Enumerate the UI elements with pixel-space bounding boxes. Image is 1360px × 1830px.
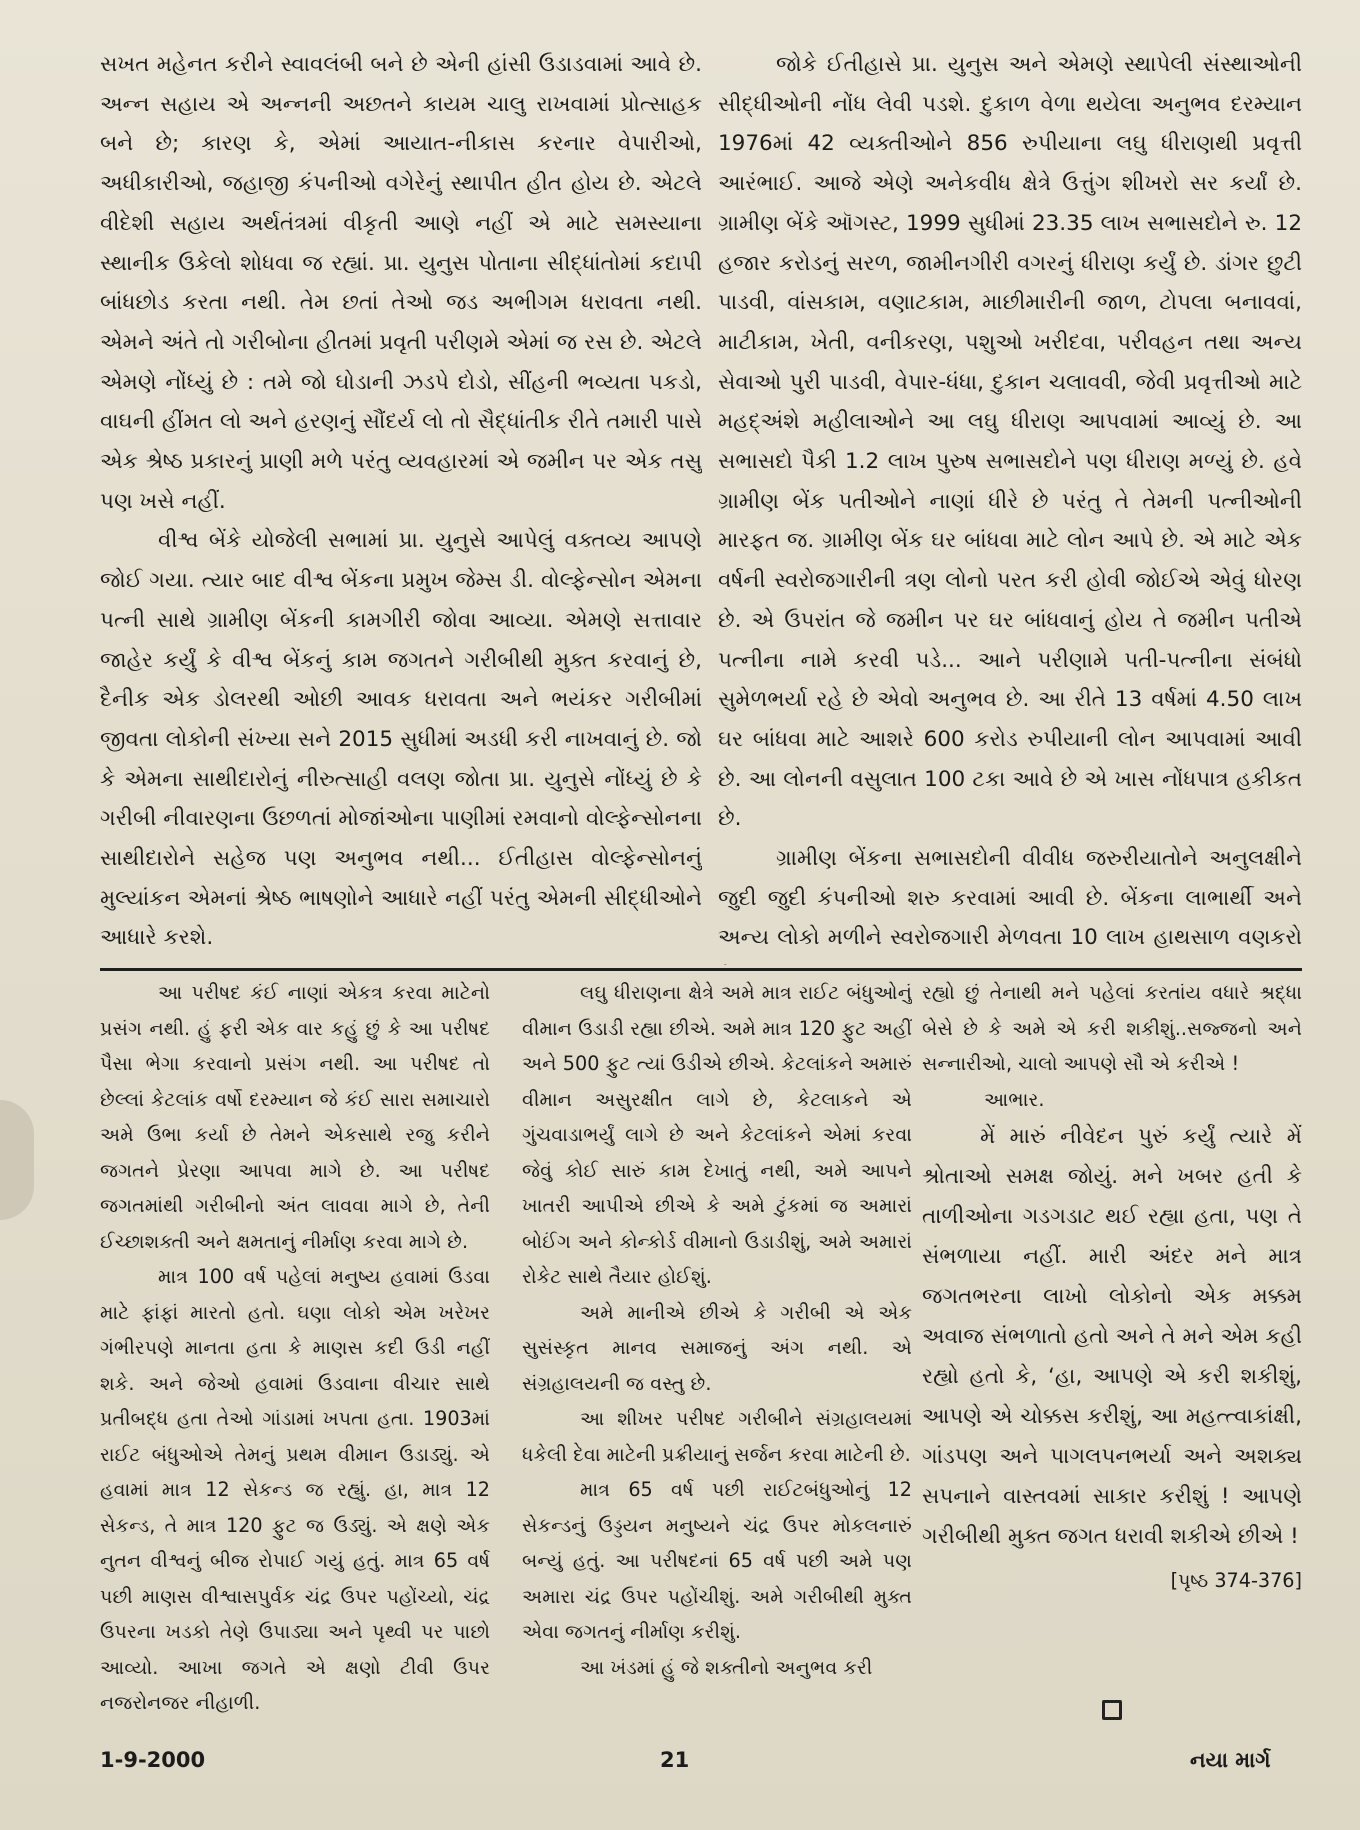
bottom-column-1 bbox=[100, 975, 490, 1820]
end-mark-icon bbox=[1102, 1700, 1122, 1720]
top-left-column bbox=[100, 45, 702, 965]
paragraph: સખત મહેનત કરીને સ્વાવલંબી બને છે એની હાંસી ઉડાડવામાં આવે છે. અન્ન સહાય એ અન્નની અછતને કાયમ ચાલુ રાખવામાં પ્રોત્સાહક બને છે; કારણ કે, એમાં આયાત-નીકાસ કરનાર વેપારીઓ, અધીકારીઓ, જહાજી કંપનીઓ વગેરેનું સ્થાપીત હીત હોય છે. એટલે વીદેશી સહાય અર્થતંત્રમાં વીકૃતી આણે નહીં એ માટે સમસ્યાના સ્થાનીક ઉકેલો શોધવા જ રહ્યાં. પ્રા. યુનુસ પોતાના સીદ્ધાંતોમાં કદાપી બાંધછોડ કરતા નથી. તેમ છતાં તેઓ જડ અભીગમ ધરાવતા નથી. એમને અંતે તો ગરીબોના હીતમાં પ્રવૃતી પરીણમે એમાં જ રસ છે. એટલે એમણે નોંધ્યું છે : તમે જો ઘોડાની ઝડપે દોડો, સીંહની ભવ્યતા પકડો, વાઘની હીંમત લો અને હરણનું સૌંદર્ય લો તો સૈદ્ધાંતીક રીતે તમારી પાસે એક શ્રેષ્ઠ પ્રકારનું પ્રાણી મળે પરંતુ વ્યવહારમાં એ જમીન પર એક તસુ પણ ખસે નહીં. bbox=[100, 52, 702, 514]
page-number: 21 bbox=[660, 1748, 690, 1772]
paragraph: વીશ્વ બેંકે યોજેલી સભામાં પ્રા. યુનુસે આપેલું વક્તવ્ય આપણે જોઈ ગયા. ત્યાર બાદ વીશ્વ બેંકના પ્રમુખ જેમ્સ ડી. વોલ્ફેન્સોન એમના પત્ની સાથે ગ્રામીણ બેંકની કામગીરી જોવા આવ્યા. એમણે સત્તાવાર જાહેર કર્યું કે વીશ્વ બેંકનું કામ જગતને ગરીબીથી મુક્ત કરવાનું છે, દૈનીક એક ડોલરથી ઓછી આવક ધરાવતા અને ભયંકર ગરીબીમાં જીવતા લોકોની સંખ્યા સને 2015 સુધીમાં અડધી કરી નાખવાનું છે. જો કે એમના સાથીદારોનું નીરુત્સાહી વલણ જોતા પ્રા. યુનુસે નોંધ્યું છે કે ગરીબી નીવારણના ઉછળતાં મોજાંઓના પાણીમાં રમવાનો વોલ્ફેન્સોનના સાથીદારોને સહેજ પણ અનુભવ નથી... ઈતીહાસ વોલ્ફેન્સોનનું મુલ્યાંકન એમનાં શ્રેષ્ઠ ભાષણોને આધારે નહીં પરંતુ એમની સીદ્ધીઓને આધારે કરશે. bbox=[100, 528, 702, 951]
section-divider bbox=[100, 968, 1302, 971]
paragraph: આ શીખર પરીષદ ગરીબીને સંગ્રહાલયમાં ધકેલી દેવા માટેની પ્રક્રીયાનું સર્જન કરવા માટેની છે. bbox=[522, 1407, 912, 1466]
paragraph: આ ખંડમાં હું જે શક્તીનો અનુભવ કરી bbox=[580, 1655, 873, 1679]
magazine-name: નયા માર્ગ bbox=[1190, 1748, 1271, 1772]
paragraph: આ પરીષદ કંઈ નાણાં એકત્ર કરવા માટેનો પ્રસંગ નથી. હું ફરી એક વાર કહું છું કે આ પરીષદ પૈસા ભેગા કરવાનો પ્રસંગ નથી. આ પરીષદ તો છેલ્લાં કેટલાંક વર્ષો દરમ્યાન જે કંઈ સારા સમાચારો અમે ઉભા કર્યા છે તેમને એકસાથે રજુ કરીને જગતને પ્રેરણા આપવા માગે છે. આ પરીષદ જગતમાંથી ગરીબીનો અંત લાવવા માગે છે, તેની ઈચ્છાશક્તી અને ક્ષમતાનું નીર્માણ કરવા માગે છે. bbox=[100, 981, 490, 1253]
footer-date: 1-9-2000 bbox=[100, 1748, 206, 1772]
acknowledgement-label: આભાર. bbox=[984, 1087, 1045, 1111]
paragraph: રહ્યો છું તેનાથી મને પહેલાં કરતાંય વધારે શ્રદ્ધા બેસે છે કે અમે એ કરી શકીશું..સજ્જનો અને સન્નારીઓ, ચાલો આપણે સૌ એ કરીએ ! bbox=[922, 981, 1302, 1075]
paragraph: માત્ર 65 વર્ષ પછી રાઈટબંધુઓનું 12 સેકન્ડનું ઉડ્ડયન મનુષ્યને ચંદ્ર ઉપર મોકલનારું બન્યું હતું. આ પરીષદનાં 65 વર્ષ પછી અમે પણ અમારા ચંદ્ર ઉપર પહોંચીશું. અમે ગરીબીથી મુક્ત એવા જગતનું નીર્માણ કરીશું. bbox=[522, 1478, 912, 1643]
bottom-column-3 bbox=[922, 975, 1302, 1820]
paragraph: ગ્રામીણ બેંકના સભાસદોની વીવીધ જરુરીયાતોને અનુલક્ષીને જુદી જુદી કંપનીઓ શરુ કરવામાં આવી છે. બેંકના લાભાર્થી અને અન્ય લોકો મળીને સ્વરોજગારી મેળવતા 10 લાખ હાથસાળ વણકરો bbox=[718, 846, 1302, 951]
bottom-column-2 bbox=[522, 975, 912, 1820]
paragraph: લઘુ ધીરાણના ક્ષેત્રે અમે માત્ર રાઈટ બંધુઓનું વીમાન ઉડાડી રહ્યા છીએ. અમે માત્ર 120 ફુટ અહીં અને 500 ફુટ ત્યાં ઉડીએ છીએ. કેટલાંકને અમારું વીમાન અસુરક્ષીત લાગે છે, કેટલાકને એ ગુંચવાડાભર્યું લાગે છે અને કેટલાંકને એમાં કરવા જેવું કોઈ સારું કામ દેખાતું નથી, અમે આપને ખાતરી આપીએ છીએ કે અમે ટુંકમાં જ અમારાં બોઈંગ અને કોન્કોર્ડ વીમાનો ઉડાડીશું, અમે અમારાં રોકેટ સાથે તૈયાર હોઈશું. bbox=[522, 981, 912, 1288]
top-right-column bbox=[718, 45, 1302, 965]
closing-paragraph: મેં મારું નીવેદન પુરું કર્યું ત્યારે મેં શ્રોતાઓ સમક્ષ જોયું. મને ખબર હતી કે તાળીઓના ગડગડાટ થઈ રહ્યા હતા, પણ તે સંભળાયા નહીં. મારી અંદર મને માત્ર જગતભરના લાખો લોકોનો એક મક્કમ અવાજ સંભળાતો હતો અને તે મને એમ કહી રહ્યો હતો કે, ‘હા, આપણે એ કરી શકીશું, આપણે એ ચોક્કસ કરીશું, આ મહત્ત્વાકાંક્ષી, ગાંડપણ અને પાગલપનભર્યા અને અશક્ય સપનાને વાસ્તવમાં સાકાર કરીશું ! આપણે ગરીબીથી મુક્ત જગત ધરાવી શકીએ છીએ ! bbox=[922, 1124, 1302, 1549]
paragraph: અમે માનીએ છીએ કે ગરીબી એ એક સુસંસ્કૃત માનવ સમાજનું અંગ નથી. એ સંગ્રહાલયની જ વસ્તુ છે. bbox=[522, 1300, 912, 1395]
paragraph: જોકે ઈતીહાસે પ્રા. યુનુસ અને એમણે સ્થાપેલી સંસ્થાઓની સીદ્ધીઓની નોંધ લેવી પડશે. દુકાળ વેળા થયેલા અનુભવ દરમ્યાન 1976માં 42 વ્યક્તીઓને 856 રુપીયાના લઘુ ધીરાણથી પ્રવૃત્તી આરંભાઈ. આજે એણે અનેકવીધ ક્ષેત્રે ઉત્તુંગ શીખરો સર કર્યાં છે. ગ્રામીણ બેંકે ઑગસ્ટ, 1999 સુધીમાં 23.35 લાખ સભાસદોને રુ. 12 હજાર કરોડનું સરળ, જામીનગીરી વગરનું ધીરાણ કર્યું છે. ડાંગર છુટી પાડવી, વાંસકામ, વણાટકામ, માછીમારીની જાળ, ટોપલા બનાવવાં, માટીકામ, ખેતી, વનીકરણ, પશુઓ ખરીદવા, પરીવહન તથા અન્ય સેવાઓ પુરી પાડવી, વેપાર-ધંધા, દુકાન ચલાવવી, જેવી પ્રવૃત્તીઓ માટે મહદ્અંશે મહીલાઓને આ લઘુ ધીરાણ આપવામાં આવ્યું છે. આ સભાસદો પૈકી 1.2 લાખ પુરુષ સભાસદોને પણ ધીરાણ મળ્યું છે. હવે ગ્રામીણ બેંક પતીઓને નાણાં ધીરે છે પરંતુ તે તેમની પત્નીઓની મારફત જ. ગ્રામીણ બેંક ઘર બાંધવા માટે લોન આપે છે. એ માટે એક વર્ષની સ્વરોજગારીની ત્રણ લોનો પરત કરી હોવી જોઈએ એવું ધોરણ છે. એ ઉપરાંત જે જમીન પર ઘર બાંધવાનું હોય તે જમીન પતીએ પત્નીના નામે કરવી પડે... આને પરીણામે પતી-પત્નીના સંબંધો સુમેળભર્યા રહે છે એવો અનુભવ છે. આ રીતે 13 વર્ષમાં 4.50 લાખ ઘર બાંધવા માટે આશરે 600 કરોડ રુપીયાની લોન આપવામાં આવી છે. આ લોનની વસુલાત 100 ટકા આવે છે એ ખાસ નોંધપાત્ર હકીકત છે. bbox=[718, 52, 1302, 832]
paragraph: માત્ર 100 વર્ષ પહેલાં મનુષ્ય હવામાં ઉડવા માટે ફાંફાં મારતો હતો. ઘણા લોકો એમ ખરેખર ગંભીરપણે માનતા હતા કે માણસ કદી ઉડી નહીં શકે. અને જેઓ હવામાં ઉડવાના વીચાર સાથે પ્રતીબદ્ધ હતા તેઓ ગાંડામાં ખપતા હતા. 1903માં રાઈટ બંધુઓએ તેમનું પ્રથમ વીમાન ઉડાડ્યું. એ હવામાં માત્ર 12 સેકન્ડ જ રહ્યું. હા, માત્ર 12 સેકન્ડ, તે માત્ર 120 ફુટ જ ઉડ્યું. એ ક્ષણે એક નુતન વીશ્વનું બીજ રોપાઈ ગયું હતું. માત્ર 65 વર્ષ પછી માણસ વીશ્વાસપુર્વક ચંદ્ર ઉપર પહોંચ્યો, ચંદ્ર ઉપરના ખડકો તેણે ઉપાડ્યા અને પૃથ્વી પર પાછો આવ્યો. આખા જગતે એ ક્ષણો ટીવી ઉપર નજરોનજર નીહાળી. bbox=[100, 1265, 490, 1714]
paper-tear bbox=[0, 1100, 34, 1220]
page-reference: [પૃષ્ઠ 374-376] bbox=[1170, 1569, 1302, 1592]
